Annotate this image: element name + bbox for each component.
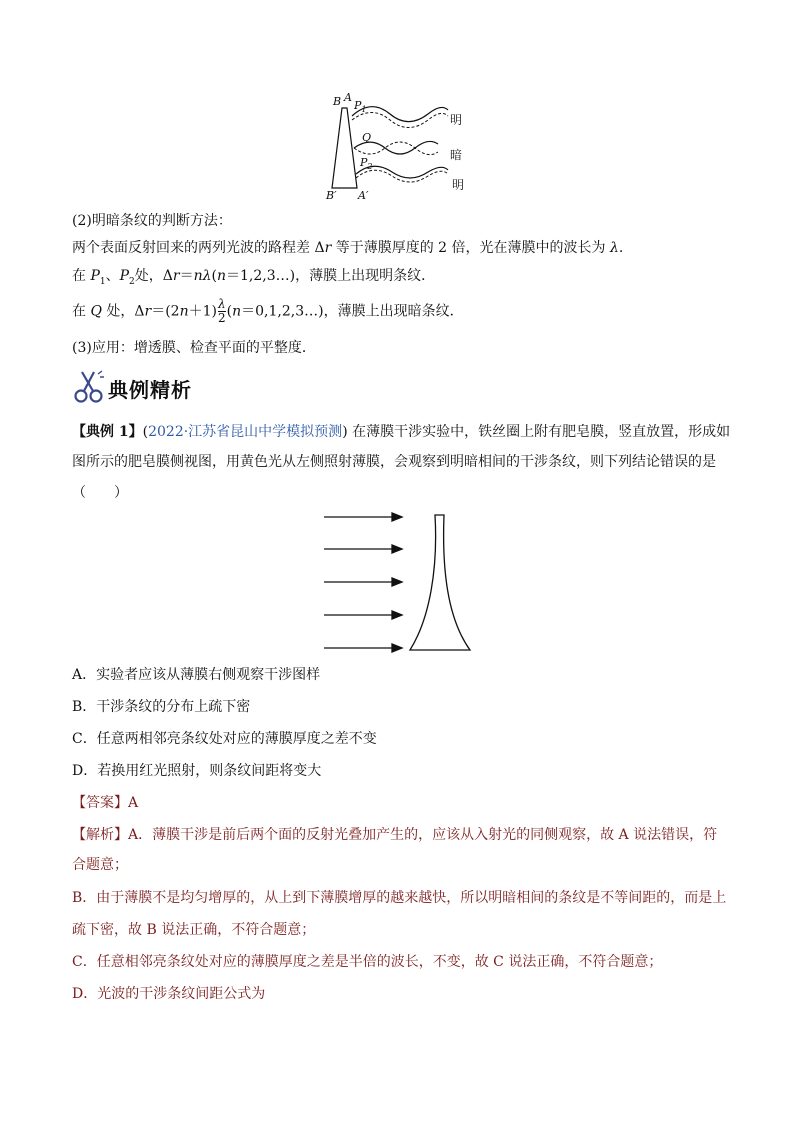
analysis-a-line2: 合题意； [72, 857, 128, 873]
example-blank: （ ） [72, 485, 128, 501]
section2-line3: 在 Q 处，Δr＝(2n＋1) $\frac{\lambda}{2}$ (n＝0,1,2,3…)，薄膜上出现暗条纹． [72, 297, 464, 325]
label-dark: 暗 [450, 148, 463, 162]
label-bright-top: 明 [450, 113, 463, 127]
analysis-c-line: C．任意相邻亮条纹处对应的薄膜厚度之差是半倍的波长，不变，故 C 说法正确，不符合题意； [72, 954, 663, 970]
label-bright-bottom: 明 [452, 178, 465, 192]
section2-line2: 在 $P_1$、$P_2$处，Δr＝nλ(n＝1,2,3…)，薄膜上出现明条纹． [72, 268, 436, 287]
section-title: 典例精析 [108, 378, 192, 402]
option-c: C．任意两相邻亮条纹处对应的薄膜厚度之差不变 [72, 731, 377, 747]
wave-bottom-dashed [356, 170, 448, 182]
label-b-prime: B′ [326, 189, 337, 202]
wedge-shape [332, 108, 357, 188]
example-source: 2022·江苏省昆山中学模拟预测 [148, 424, 343, 440]
section2-heading: (2)明暗条纹的判断方法： [72, 213, 232, 229]
section2-line1: 两个表面反射回来的两列光波的路程差 Δr 等于薄膜厚度的 2 倍，光在薄膜中的波长为 λ. [72, 240, 624, 256]
analysis-d-line: D．光波的干涉条纹间距公式为 [72, 986, 266, 1002]
option-b: B．干涉条纹的分布上疏下密 [72, 699, 251, 715]
example-stem-line1: 【典例 1】(2022·江苏省昆山中学模拟预测) 在薄膜干涉实验中，铁丝圈上附有肥皂膜，竖直放置，形成如 [72, 424, 731, 440]
label-a-prime: A′ [358, 189, 369, 202]
option-d: D．若换用红光照射，则条纹间距将变大 [72, 763, 322, 779]
wedge-interference-figure [320, 91, 480, 206]
analysis-b-line2: 疏下密，故 B 说法正确，不符合题意； [72, 922, 316, 938]
soap-film-shape [410, 515, 470, 650]
label-p2: $P_2$ [360, 156, 373, 172]
scissors-icon [72, 368, 106, 404]
label-q: Q [362, 131, 372, 144]
answer-line: 【答案】A [72, 795, 139, 811]
analysis-a-line1: 【解析】A．薄膜干涉是前后两个面的反射光叠加产生的，应该从入射光的同侧观察，故 A 说法错误，符 [72, 827, 718, 843]
soap-film-figure [322, 508, 482, 658]
label-p1: $P_1$ [354, 99, 367, 115]
label-a: A [344, 91, 352, 104]
example-stem-line2: 图所示的肥皂膜侧视图，用黄色光从左侧照射薄膜，会观察到明暗相间的干涉条纹，则下列结论错误的是 [72, 454, 716, 470]
label-b: B [333, 95, 342, 108]
option-a: A．实验者应该从薄膜右侧观察干涉图样 [72, 667, 321, 683]
lambda-half-fraction: $\frac{\lambda}{2}$ [217, 297, 226, 325]
section3-application: (3)应用：增透膜、检查平面的平整度． [72, 340, 316, 356]
analysis-b-line1: B．由于薄膜不是均匀增厚的，从上到下薄膜增厚的越来越快，所以明暗相间的条纹是不等间距的，而是上 [72, 890, 727, 906]
incident-arrows [324, 513, 402, 652]
